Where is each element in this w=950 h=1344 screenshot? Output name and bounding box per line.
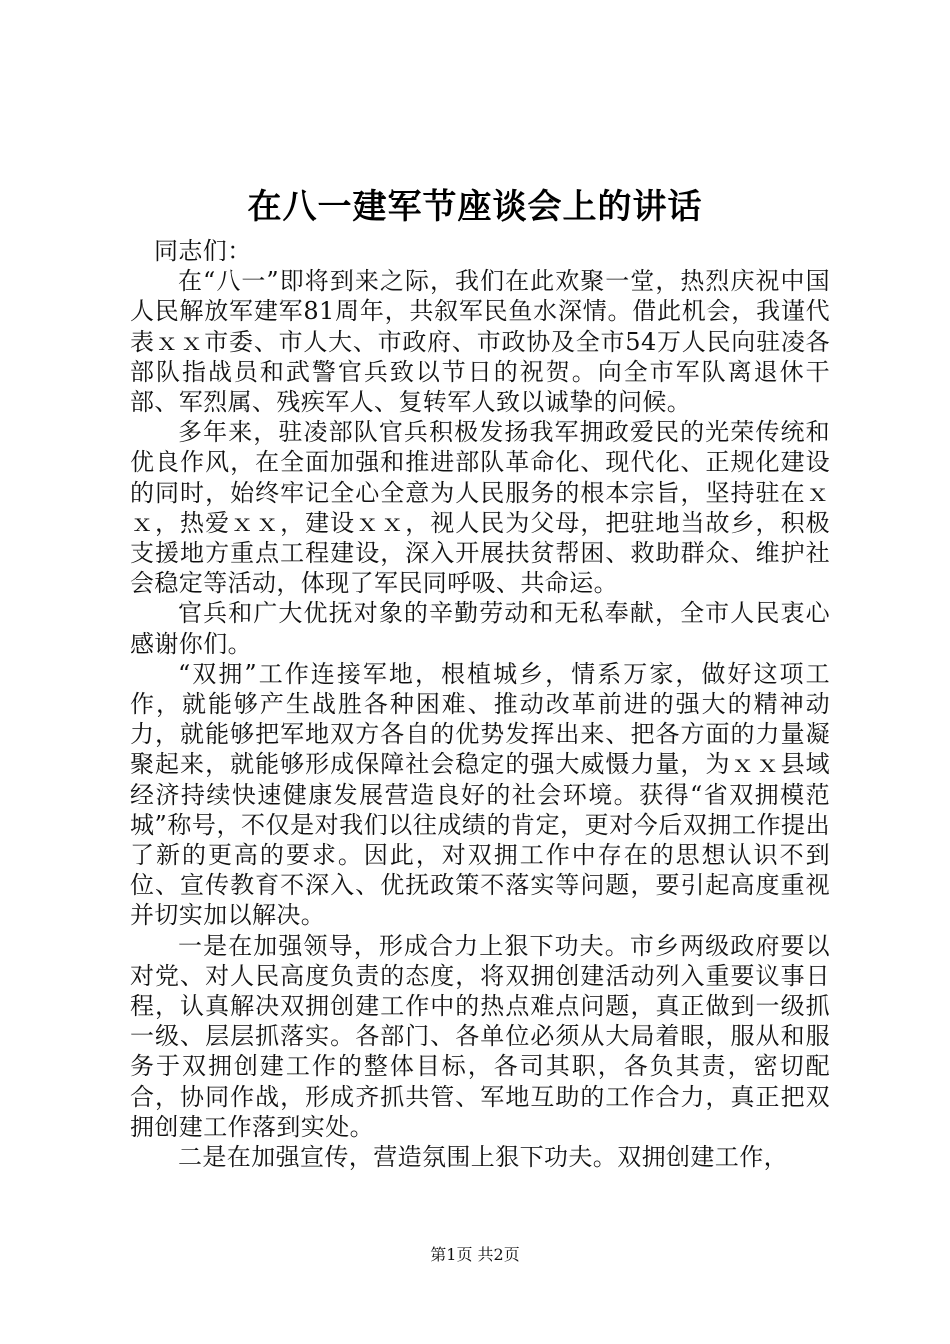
paragraph: “双拥”工作连接军地，根植城乡，情系万家，做好这项工作，就能够产生战胜各种困难、推动改革前进的强大的精神动力，就能够把军地双方各自的优势发挥出来、把各方面的力量凝聚起来，就能够形成保障社会稳定的强大威慑力量，为ｘｘ县域经济持续快速健康发展营造良好的社会环境。获得“省双拥模范城”称号，不仅是对我们以往成绩的肯定，更对今后双拥工作提出了新的更高的要求。因此，对双拥工作中存在的思想认识不到位、宣传教育不深入、优抚政策不落实等问题，要引起高度重视并切实加以解决。: [130, 659, 830, 930]
paragraph: 多年来，驻凌部队官兵积极发扬我军拥政爱民的光荣传统和优良作风，在全面加强和推进部队革命化、现代化、正规化建设的同时，始终牢记全心全意为人民服务的根本宗旨，坚持驻在ｘｘ，热爱ｘｘ，建设ｘｘ，视人民为父母，把驻地当故乡，积极支援地方重点工程建设，深入开展扶贫帮困、救助群众、维护社会稳定等活动，体现了军民同呼吸、共命运。: [130, 418, 830, 598]
document-title: 在八一建军节座谈会上的讲话: [247, 187, 703, 227]
greeting-line: 同志们：: [154, 237, 252, 265]
paragraph: 在“八一”即将到来之际，我们在此欢聚一堂，热烈庆祝中国人民解放军建军81周年，共叙军民鱼水深情。借此机会，我谨代表ｘｘ市委、市人大、市政府、市政协及全市54万人民向驻凌各部队指战员和武警官兵致以节日的祝贺。向全市军队离退休干部、军烈属、残疾军人、复转军人致以诚挚的问候。: [130, 267, 830, 417]
paragraph: 一是在加强领导，形成合力上狠下功夫。市乡两级政府要以对党、对人民高度负责的态度，将双拥创建活动列入重要议事日程，认真解决双拥创建工作中的热点难点问题，真正做到一级抓一级、层层抓落实。各部门、各单位必须从大局着眼，服从和服务于双拥创建工作的整体目标，各司其职，各负其责，密切配合，协同作战，形成齐抓共管、军地互助的工作合力，真正把双拥创建工作落到实处。: [130, 931, 830, 1141]
paragraph: 二是在加强宣传，营造氛围上狠下功夫。双拥创建工作，: [178, 1143, 788, 1172]
document-body: [130, 236, 830, 1172]
paragraph: 官兵和广大优抚对象的辛勤劳动和无私奉献，全市人民衷心感谢你们。: [130, 599, 830, 658]
page-number-footer: 第1页 共2页: [430, 1245, 520, 1264]
